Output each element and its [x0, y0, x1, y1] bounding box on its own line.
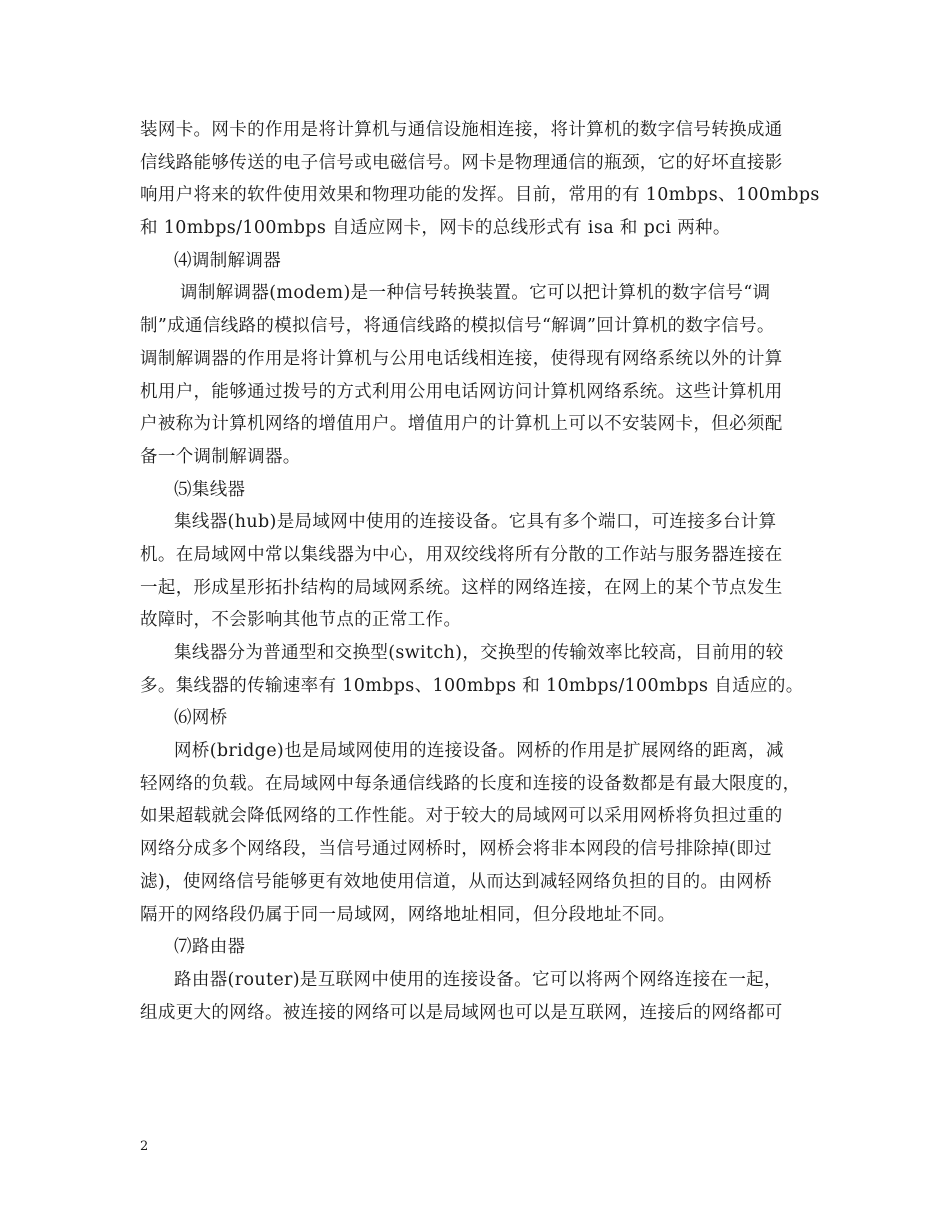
text-line: 隔开的网络段仍属于同一局域网，网络地址相同，但分段地址不同。: [140, 904, 676, 925]
text-line: 和 10mbps/100mbps 自适应网卡，网卡的总线形式有 isa 和 pci 两种。: [140, 218, 731, 239]
text-line: 备一个调制解调器。: [140, 446, 301, 467]
text-line: 机用户，能够通过拨号的方式利用公用电话网访问计算机网络系统。这些计算机用: [140, 381, 783, 402]
text-line: 组成更大的网络。被连接的网络可以是局域网也可以是互联网，连接后的网络都可: [140, 1002, 783, 1023]
text-line: 信线路能够传送的电子信号或电磁信号。网卡是物理通信的瓶颈，它的好坏直接影: [140, 152, 783, 173]
text-line: 轻网络的负载。在局域网中每条通信线路的长度和连接的设备数都是有最大限度的，: [140, 773, 801, 794]
text-line: 制”成通信线路的模拟信号，将通信线路的模拟信号“解调”回计算机的数字信号。: [140, 316, 775, 337]
text-line: 故障时，不会影响其他节点的正常工作。: [140, 610, 462, 631]
text-line: 集线器分为普通型和交换型(switch)，交换型的传输效率比较高，目前用的较: [174, 643, 784, 663]
section-heading: ⑸集线器: [174, 479, 246, 500]
text-line: 一起，形成星形拓扑结构的局域网系统。这样的网络连接，在网上的某个节点发生: [140, 577, 783, 598]
text-line: 多。集线器的传输速率有 10mbps、100mbps 和 10mbps/100mbps 自适应的。: [140, 675, 804, 696]
section-heading: ⑹网桥: [174, 708, 228, 729]
text-line: 集线器(hub)是局域网中使用的连接设备。它具有多个端口，可连接多台计算: [174, 512, 777, 533]
body-text: [140, 114, 820, 1029]
text-line: 机。在局域网中常以集线器为中心，用双绞线将所有分散的工作站与服务器连接在: [140, 544, 783, 565]
text-line: 如果超载就会降低网络的工作性能。对于较大的局域网可以采用网桥将负担过重的: [140, 806, 783, 827]
section-heading: ⑷调制解调器: [174, 250, 282, 271]
section-heading: ⑺路由器: [174, 937, 246, 958]
text-line: 调制解调器(modem)是一种信号转换装置。它可以把计算机的数字信号“调: [180, 283, 771, 304]
text-line: 滤)，使网络信号能够更有效地使用信道，从而达到减轻网络负担的目的。由网桥: [140, 871, 772, 892]
text-line: 响用户将来的软件使用效果和物理功能的发挥。目前，常用的有 10mbps、100mbps: [140, 185, 820, 206]
text-line: 路由器(router)是互联网中使用的连接设备。它可以将两个网络连接在一起，: [174, 969, 782, 990]
text-line: 网桥(bridge)也是局域网使用的连接设备。网桥的作用是扩展网络的距离，减: [174, 741, 784, 762]
text-line: 调制解调器的作用是将计算机与公用电话线相连接，使得现有网络系统以外的计算: [140, 348, 783, 369]
text-line: 网络分成多个网络段，当信号通过网桥时，网桥会将非本网段的信号排除掉(即过: [140, 839, 772, 860]
text-line: 户被称为计算机网络的增值用户。增值用户的计算机上可以不安装网卡，但必须配: [140, 414, 783, 435]
text-line: 装网卡。网卡的作用是将计算机与通信设施相连接，将计算机的数字信号转换成通: [140, 120, 783, 140]
page-number: 2: [140, 1139, 149, 1154]
